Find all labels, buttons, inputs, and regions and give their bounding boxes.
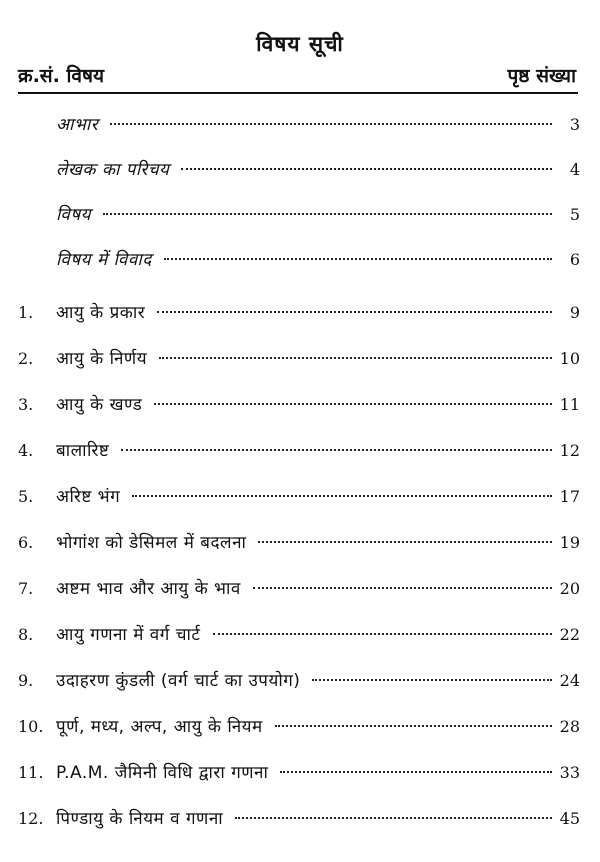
leader-dots <box>157 311 552 313</box>
leader-dots <box>103 213 552 215</box>
entry-title: पिण्डायु के नियम व गणना <box>56 809 224 829</box>
toc-entry <box>0 390 600 420</box>
toc-entry <box>0 482 600 512</box>
leader-dots <box>235 817 552 819</box>
leader-dots <box>159 357 552 359</box>
entry-page: 45 <box>559 809 580 828</box>
leader-dots <box>181 168 552 170</box>
entry-number: 7. <box>18 579 34 598</box>
entry-title: आयु के खण्ड <box>56 395 143 415</box>
entry-number: 11. <box>18 763 44 782</box>
entry-page: 10 <box>559 349 580 368</box>
entry-title: P.A.M. जैमिनी विधि द्वारा गणना <box>56 763 269 783</box>
entry-page: 11 <box>559 395 580 414</box>
toc-entry <box>0 155 600 185</box>
entry-page: 3 <box>569 115 580 134</box>
entry-page: 6 <box>569 250 580 269</box>
entry-page: 12 <box>559 441 580 460</box>
toc-entry <box>0 574 600 604</box>
entry-page: 24 <box>559 671 580 690</box>
entry-title: आभार <box>56 115 99 135</box>
page-title: विषय सूची <box>256 32 344 56</box>
leader-dots <box>280 771 552 773</box>
entry-title: अष्टम भाव और आयु के भाव <box>56 579 241 599</box>
toc-entry <box>0 344 600 374</box>
entry-number: 2. <box>18 349 34 368</box>
entry-title: उदाहरण कुंडली (वर्ग चार्ट का उपयोग) <box>56 671 301 691</box>
toc-entry <box>0 436 600 466</box>
entry-number: 8. <box>18 625 34 644</box>
entry-page: 5 <box>569 205 580 224</box>
entry-page: 9 <box>569 303 580 322</box>
toc-entry <box>0 298 600 328</box>
entry-page: 22 <box>559 625 580 644</box>
header-page-number: पृष्ठ संख्या <box>507 65 576 87</box>
entry-page: 33 <box>559 763 580 782</box>
entry-page: 28 <box>559 717 580 736</box>
entry-title: आयु के प्रकार <box>56 303 146 323</box>
entry-title: पूर्ण, मध्य, अल्प, आयु के नियम <box>56 717 263 737</box>
leader-dots <box>132 495 552 497</box>
entry-title: विषय में विवाद <box>56 250 152 270</box>
entry-number: 3. <box>18 395 34 414</box>
entry-number: 9. <box>18 671 34 690</box>
header-serial-subject: क्र.सं. विषय <box>18 65 104 87</box>
toc-entry <box>0 804 600 834</box>
entry-number: 12. <box>18 809 44 828</box>
entry-page: 4 <box>569 160 580 179</box>
entry-title: बालारिष्ट <box>56 441 110 461</box>
toc-entry <box>0 620 600 650</box>
entry-number: 10. <box>18 717 44 736</box>
toc-entry <box>0 528 600 558</box>
entry-title: विषय <box>56 205 92 225</box>
entry-title: आयु गणना में वर्ग चार्ट <box>56 625 201 645</box>
entry-number: 4. <box>18 441 34 460</box>
entry-title: लेखक का परिचय <box>56 160 170 180</box>
entry-title: आयु के निर्णय <box>56 349 148 369</box>
leader-dots <box>275 725 552 727</box>
entry-page: 19 <box>559 533 580 552</box>
toc-entry <box>0 666 600 696</box>
entry-title: भोगांश को डेसिमल में बदलना <box>56 533 247 553</box>
leader-dots <box>312 679 552 681</box>
entry-page: 20 <box>559 579 580 598</box>
toc-header <box>18 62 578 94</box>
toc-entry <box>0 712 600 742</box>
entry-number: 1. <box>18 303 34 322</box>
leader-dots <box>164 258 552 260</box>
leader-dots <box>154 403 552 405</box>
leader-dots <box>110 123 552 125</box>
entry-number: 6. <box>18 533 34 552</box>
toc-entry <box>0 758 600 788</box>
entry-title: अरिष्ट भंग <box>56 487 121 507</box>
leader-dots <box>213 633 552 635</box>
toc-entry <box>0 110 600 140</box>
entry-page: 17 <box>559 487 580 506</box>
leader-dots <box>258 541 552 543</box>
toc-entry <box>0 245 600 275</box>
entry-number: 5. <box>18 487 34 506</box>
leader-dots <box>121 449 552 451</box>
leader-dots <box>253 587 552 589</box>
toc-entry <box>0 200 600 230</box>
